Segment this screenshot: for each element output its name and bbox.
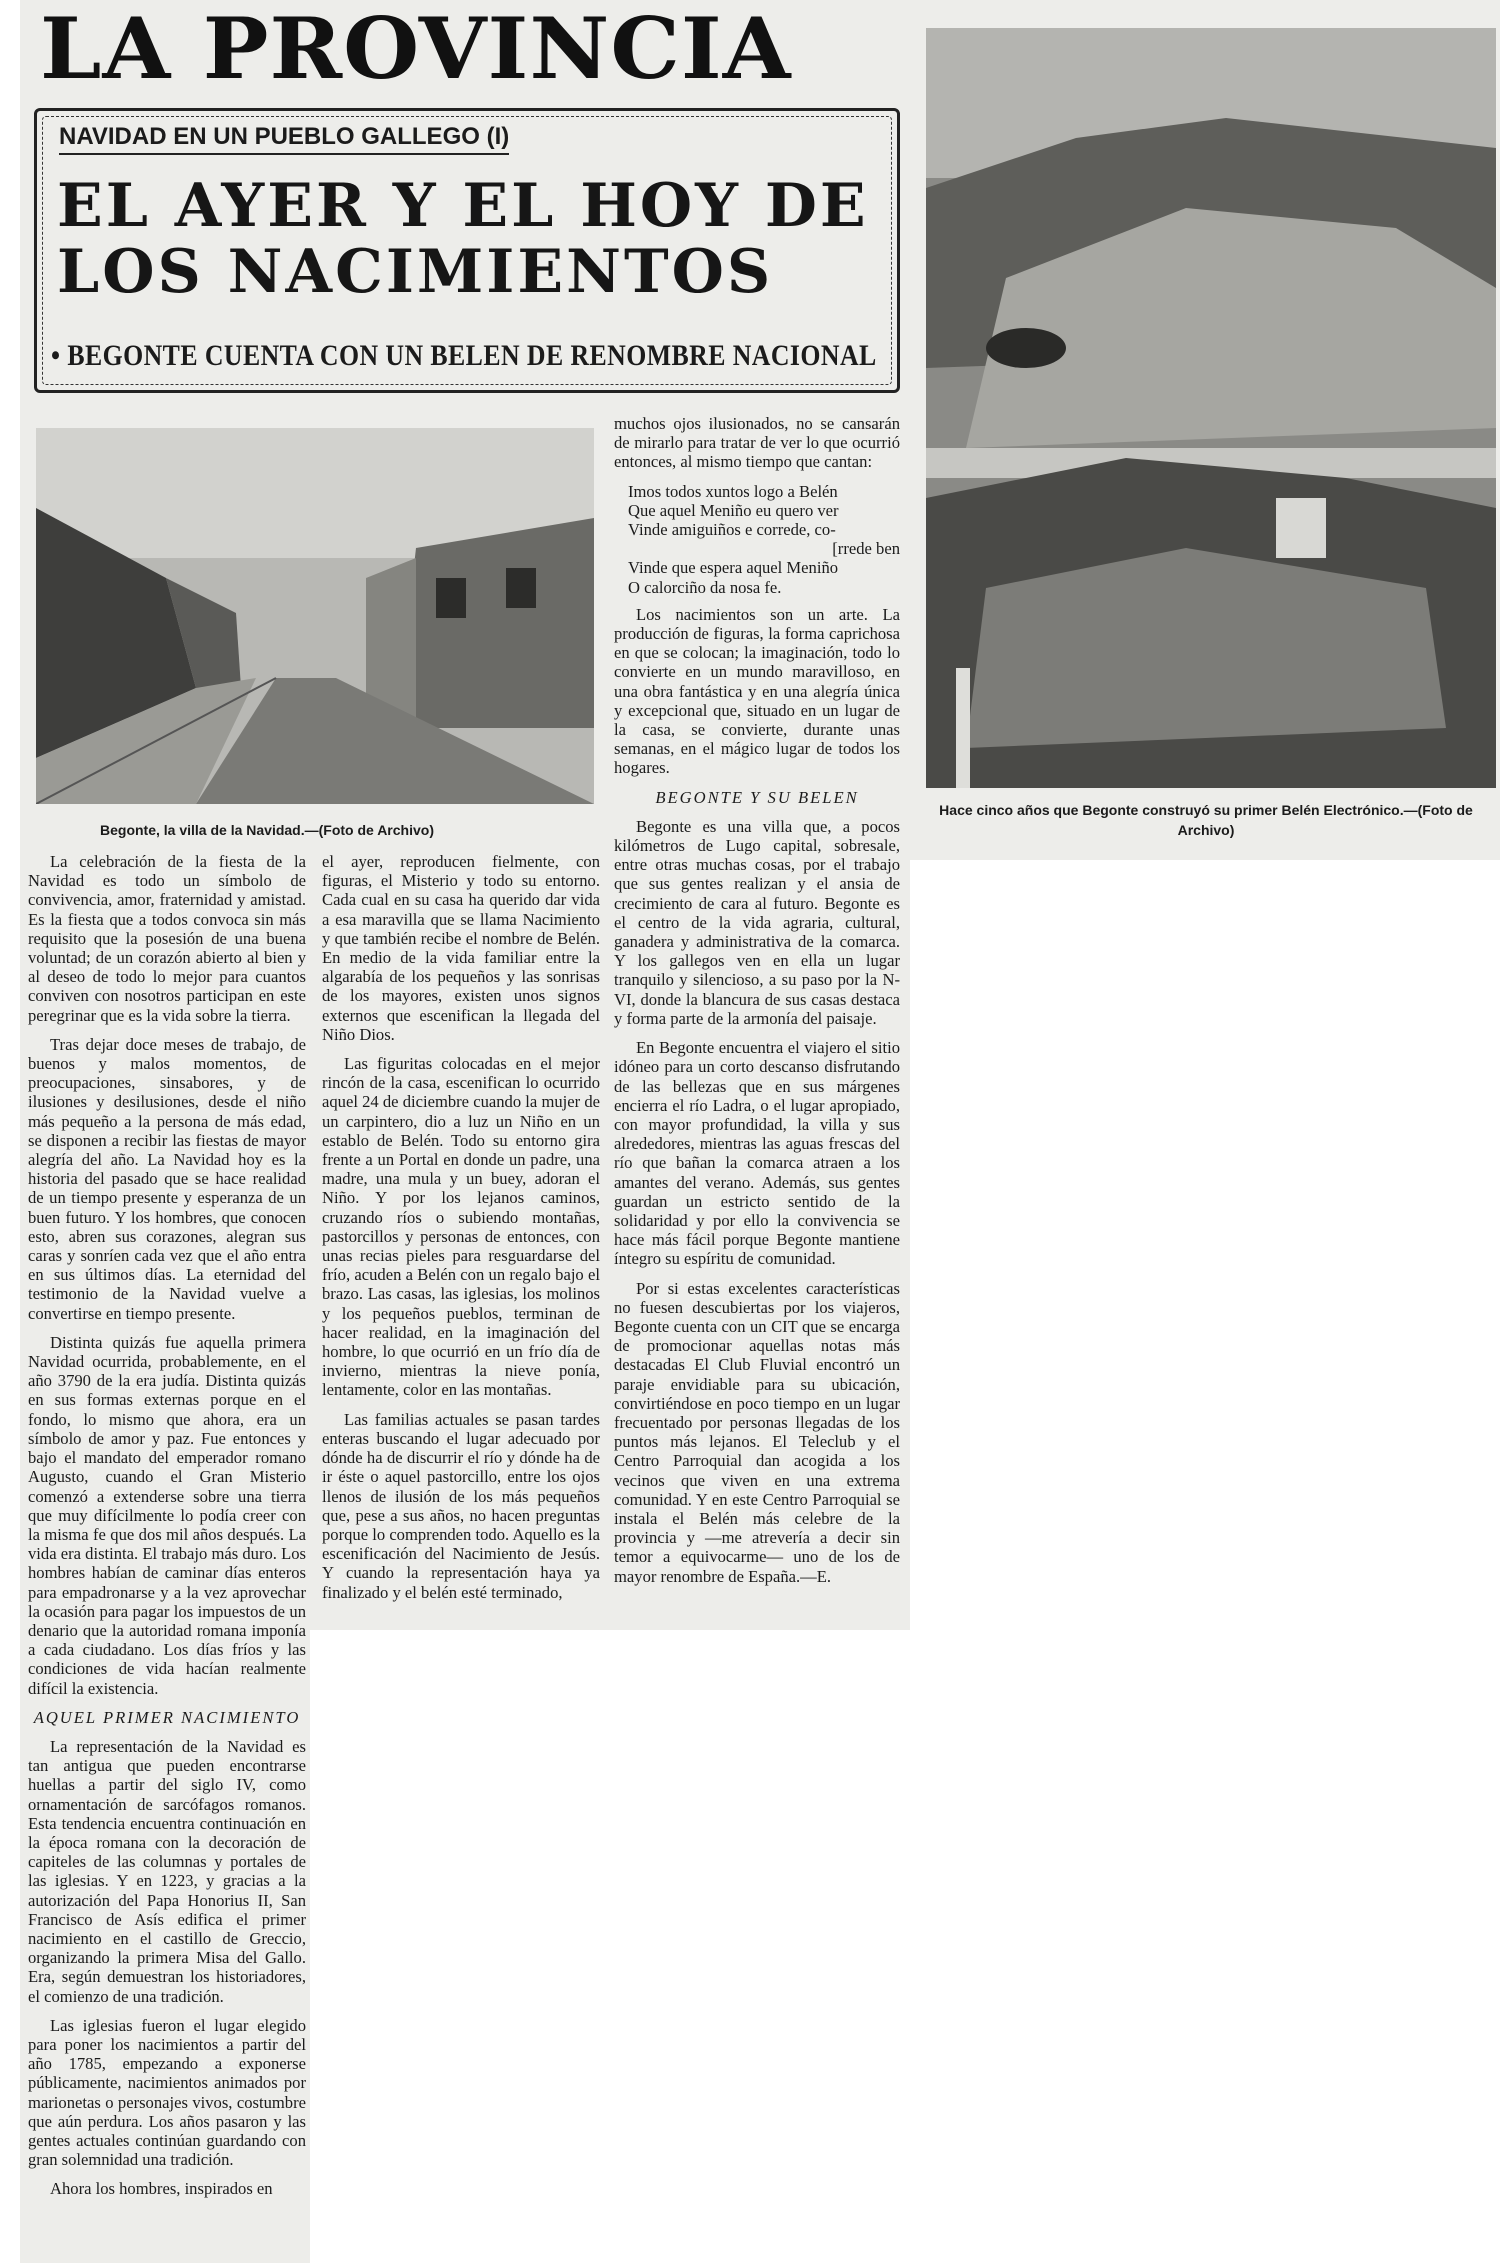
belen-photo (926, 28, 1496, 788)
paragraph: Las iglesias fueron el lugar elegido para poner los nacimientos a partir del año 1785, empezando a exponerse públicamente, nacimientos animados por marionetas o personajes vivos, costumbre que aún perdura. Los años pasaron y las gentes actuales continúan guardando con gran solemnidad una tradición. (28, 2015, 306, 2170)
kicker: NAVIDAD EN UN PUEBLO GALLEGO (I) (59, 123, 509, 155)
paragraph: La celebración de la fiesta de la Navidad es todo un símbolo de convivencia, amor, fraternidad y amistad. Es la fiesta que a todos convoca sin más requisito que la posesión de una buena voluntad; de un corazón abierto al bien y al deseo de todo lo mejor para cuantos conviven con nosotros participan en este peregrinar que es la vida sobre la tierra. (28, 852, 306, 1025)
paragraph: Distinta quizás fue aquella primera Navidad ocurrida, probablemente, en el año 3790 de la era judía. Distinta quizás en sus formas externas porque en el fondo, lo mismo que ahora, era un símbolo de amor y paz. Fue entonces y bajo el mandato del emperador romano Augusto, cuando el Gran Misterio comenzó a extenderse sobre una tierra que muy difícilmente lo podía creer con la misma fe que dos mil años después. La vida era distinta. El trabajo más duro. Los hombres habían de caminar días enteros para empadronarse y a la vez aprovechar la ocasión para pagar los impuestos de un denario que la autoridad romana imponía a cada ciudadano. Los días fríos y las condiciones de vida hacían realmente difícil la existencia. (28, 1332, 306, 1698)
song-verse (628, 482, 900, 597)
paragraph: La representación de la Navidad es tan antigua que pueden encontrarse huellas a partir del siglo IV, como ornamentación de sarcófagos romanos. Esta tendencia encuentra continuación en la época romana con la decoración de capiteles de las columnas y portales de las iglesias. Y en 1223, y gracias a la autorización del Papa Honorius II, San Francisco de Asís edifica el primer nacimiento en el castillo de Greccio, organizando la primera Misa del Gallo. Era, según demuestran los historiadores, el comienzo de una tradición. (28, 1736, 306, 2006)
section-heading: AQUEL PRIMER NACIMIENTO (33, 1707, 301, 1727)
verse-line: Vinde que espera aquel Meniño (628, 558, 839, 578)
section-heading: BEGONTE Y SU BELEN (655, 787, 859, 807)
article-column-2 (322, 852, 600, 1612)
belen-photo-caption: Hace cinco años que Begonte construyó su primer Belén Electrónico.—(Foto de Archivo) (939, 802, 1473, 838)
street-photo-caption: Begonte, la villa de la Navidad.—(Foto de Archivo) (100, 822, 434, 838)
newspaper-masthead: LA PROVINCIA (40, 0, 792, 98)
street-photo (36, 428, 594, 804)
paragraph: el ayer, reproducen fielmente, con figuras, el Misterio y todo su entorno. Cada cual en su casa ha querido dar vida a esa maravilla que se llama Nacimiento y que también recibe el nombre de Belén. En medio de la vida familiar entre la algarabía de los pequeños y las sonrisas de los mayores, existen unos signos externos que escenifican la llegada del Niño Dios. (322, 852, 600, 1044)
article-column-1 (28, 852, 306, 2209)
paragraph: muchos ojos ilusionados, no se cansarán de mirarlo para tratar de ver lo que ocurrió entonces, al mismo tiempo que cantan: (614, 414, 900, 472)
verse-line: O calorciño da nosa fe. (628, 577, 782, 597)
paragraph: Tras dejar doce meses de trabajo, de buenos y malos momentos, de preocupaciones, sinsabores, y de ilusiones y desilusiones, desde el niño más pequeño a la persona de más edad, se disponen a recibir las fiestas de mayor alegría del año. La Navidad hoy es la historia del pasado que se hace realidad de un tiempo presente y esperanza de un buen futuro. Y los hombres, que conocen esto, abren sus corazones, alegran sus caras y sonríen cada vez que el año entra en sus últimos días. La eternidad del testimonio de la Navidad vuelve a convertirse en tiempo presente. (28, 1034, 306, 1323)
article-column-3 (614, 414, 900, 1596)
verse-line: [rrede ben (832, 539, 900, 559)
paragraph: Por si estas excelentes características no fuesen descubiertas por los viajeros, Begonte cuenta con un CIT que se encarga de promocionar aquellas notas más destacadas El Club Fluvial encontró un paraje envidiable para su ubicación, convirtiéndose en poco tiempo en un lugar frecuentado por personas llegadas de los puntos más lejanos. El Teleclub y el Centro Parroquial dan acogida a los vecinos que viven en una extrema comunidad. Y en este Centro Parroquial se instala el Belén más celebre de la provincia y —me atrevería a decir sin temor a equivocarme— uno de los de mayor renombre de España.—E. (614, 1278, 900, 1586)
paragraph: Ahora los hombres, inspirados en (50, 2179, 273, 2199)
paragraph: Las figuritas colocadas en el mejor rincón de la casa, escenifican lo ocurrido aquel 24 de diciembre cuando la mujer de un carpintero, dio a luz un Niño en un establo de Belén. Todo su entorno gira frente a un Portal en donde un padre, una madre, una mula y un buey, adoran el Niño. Y por los lejanos caminos, cruzando ríos o subiendo montañas, pastorcillos y personas de entonces, con unas recias pieles para resguardarse del frío, acuden a Belén con un regalo bajo el brazo. Las casas, las iglesias, los molinos y los pequeños pueblos, terminan de hacer realidad, en la imaginación del hombre, lo que ocurrió en un frío día de invierno, mientras la nieve ponía, lentamente, color en las montañas. (322, 1054, 600, 1400)
paragraph: Begonte es una villa que, a pocos kilómetros de Lugo capital, sobresale, entre otras muchas cosas, por el trabajo que sus gentes realizan y el ansia de crecimiento de cara al futuro. Begonte es el centro de la vida agraria, cultural, ganadera y administrativa de la comarca. Y los gallegos ven en ella un lugar tranquilo y silencioso, a su paso por la N-VI, donde la blancura de sus casas destaca y forma parte de la armonía del paisaje. (614, 816, 900, 1028)
subheadline: • BEGONTE CUENTA CON UN BELEN DE RENOMBRE NACIONAL (51, 339, 877, 372)
verse-line: Que aquel Meniño eu quero ver (628, 500, 839, 520)
paragraph: Los nacimientos son un arte. La producción de figuras, la forma caprichosa en que se colocan; la imaginación, todo lo convierte en un mundo maravilloso, en una obra fantástica y en una alegría única y excepcional que, situado en un lugar de la casa, se convierte, durante unas semanas, en el mágico lugar de todos los hogares. (614, 604, 900, 778)
headline-box (34, 108, 900, 393)
paragraph: En Begonte encuentra el viajero el sitio idóneo para un corto descanso disfrutando de las bellezas que en sus márgenes encierra el río Ladra, o el lugar apropiado, con mayor profundidad, la villa y sus alrededores, mientras las aguas frescas del río que bañan la comarca atraen a los amantes del verano. Además, sus gentes guardan un estricto sentido de la solidaridad y por ello la convivencia se hace más fácil porque Begonte mantiene íntegro su espíritu de comunidad. (614, 1038, 900, 1269)
paragraph: Las familias actuales se pasan tardes enteras buscando el lugar adecuado por dónde ha de discurrir el río y dónde ha de ir éste o aquel pastorcillo, entre los ojos llenos de ilusión de los más pequeños que, pese a sus años, no hacen preguntas porque lo comprenden todo. Aquello es la escenificación del Nacimiento de Jesús. Y cuando la representación haya ya finalizado y el belén esté terminado, (322, 1409, 600, 1602)
verse-line: Vinde amiguiños e correde, co- (628, 520, 836, 540)
article-title: EL AYER Y EL HOY DE LOS NACIMIENTOS (57, 171, 869, 307)
verse-line: Imos todos xuntos logo a Belén (628, 481, 838, 501)
